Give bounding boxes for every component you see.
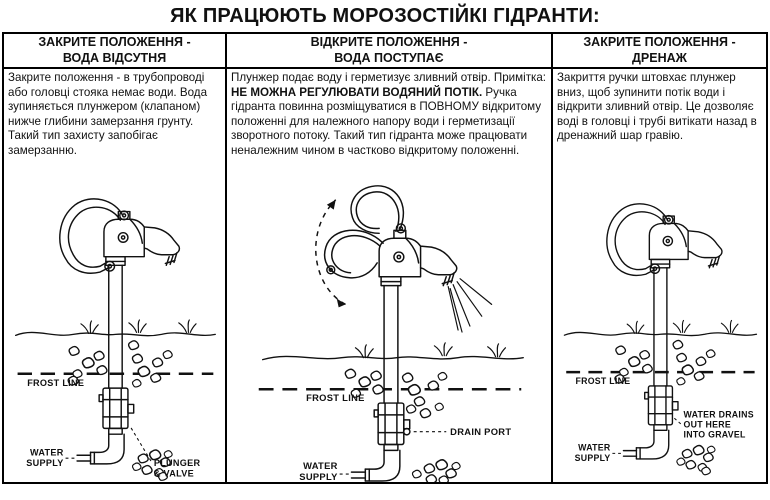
- panel-body: [227, 69, 551, 482]
- water-drains-leader-line: [673, 417, 680, 423]
- panel-header-line-2: ВОДА ВІДСУТНЯ: [62, 50, 167, 65]
- water-drains-label-line-3: INTO GRAVEL: [683, 429, 746, 440]
- page-title: ЯК ПРАЦЮЮТЬ МОРОЗОСТІЙКІ ГІДРАНТИ:: [170, 5, 600, 27]
- panel-open-water-flows: [225, 34, 551, 482]
- panel-header-line-1: ВІДКРИТЕ ПОЛОЖЕННЯ -: [310, 35, 468, 49]
- panel-header-line-1: ЗАКРИТЕ ПОЛОЖЕННЯ -: [583, 35, 736, 49]
- water-supply-label-line-1: WATER: [29, 447, 64, 458]
- water-drains-label-line-1: WATER DRAINS: [683, 409, 754, 420]
- panel-header: [227, 34, 551, 69]
- handle-swing-arc: [316, 200, 346, 305]
- panel-body-text: Плунжер подає воду і герметизує зливний отвір. Примітка: НЕ МОЖНА РЕГУЛЮВАТИ ВОДЯНИЙ ПОТІК. Ручка гідранта повинна розміщуватися в ПОВНОМУ відкритому положенні для належного напору води і герметизації зворотного потоку. Такий тип гідранта може працювати неналежним чином в частково відкритому положенні.: [231, 71, 547, 157]
- hydrant-diagram-closed-no-water: [8, 181, 221, 482]
- water-spray: [448, 279, 491, 332]
- drain-port-label: DRAIN PORT: [450, 427, 512, 438]
- panel-body-text: Закриття ручки штовхає плунжер вниз, щоб зупинити потік води і відкрити зливний отвір. Це дозволяє воді в головці і трубі витікати назад в дренажний шар гравію.: [557, 71, 757, 143]
- panel-header: [553, 34, 766, 69]
- plunger-valve-label-line-1: PLUNGER: [153, 457, 201, 468]
- plunger-valve-label-line-2: & VALVE: [153, 468, 194, 479]
- frost-line-label: FROST LINE: [306, 393, 365, 404]
- water-supply-label-line-2: SUPPLY: [26, 457, 64, 468]
- panel-header-line-2: ДРЕНАЖ: [632, 50, 687, 65]
- water-supply-label-line-2: SUPPLY: [299, 472, 338, 482]
- panel-body-text: Закрите положення - в трубопроводі або головці стояка немає води. Вода зупиняється плунжером (клапаном) нижче глибини замерзання грунту. Такий тип захисту запобігає замерзанню.: [8, 71, 208, 157]
- water-supply-label-line-2: SUPPLY: [574, 452, 611, 463]
- hydrant-diagram-open-water: [233, 182, 545, 482]
- panel-body: [553, 69, 766, 482]
- frost-line-label: FROST LINE: [575, 376, 631, 387]
- frost-line-label: FROST LINE: [27, 378, 85, 389]
- panel-figure: [557, 181, 762, 482]
- hydrant-line-art: [259, 186, 523, 482]
- hydrant-table: [2, 32, 768, 484]
- hydrant-diagram-closed-drain: [557, 181, 762, 482]
- panel-header: [4, 34, 225, 69]
- panel-body: [4, 69, 225, 482]
- water-drains-label-line-2: OUT HERE: [683, 419, 732, 430]
- panel-header-line-2: ВОДА ПОСТУПАЄ: [334, 50, 444, 65]
- panel-closed-no-water: [4, 34, 225, 482]
- panel-figure: [231, 182, 547, 482]
- water-supply-label-line-1: WATER: [578, 442, 611, 453]
- water-supply-label-line-1: WATER: [303, 461, 338, 472]
- hydrant-line-art: [16, 199, 216, 480]
- panel-closed-drain: [551, 34, 766, 482]
- panel-header-line-1: ЗАКРИТЕ ПОЛОЖЕННЯ -: [38, 35, 191, 49]
- panel-figure: [8, 181, 221, 482]
